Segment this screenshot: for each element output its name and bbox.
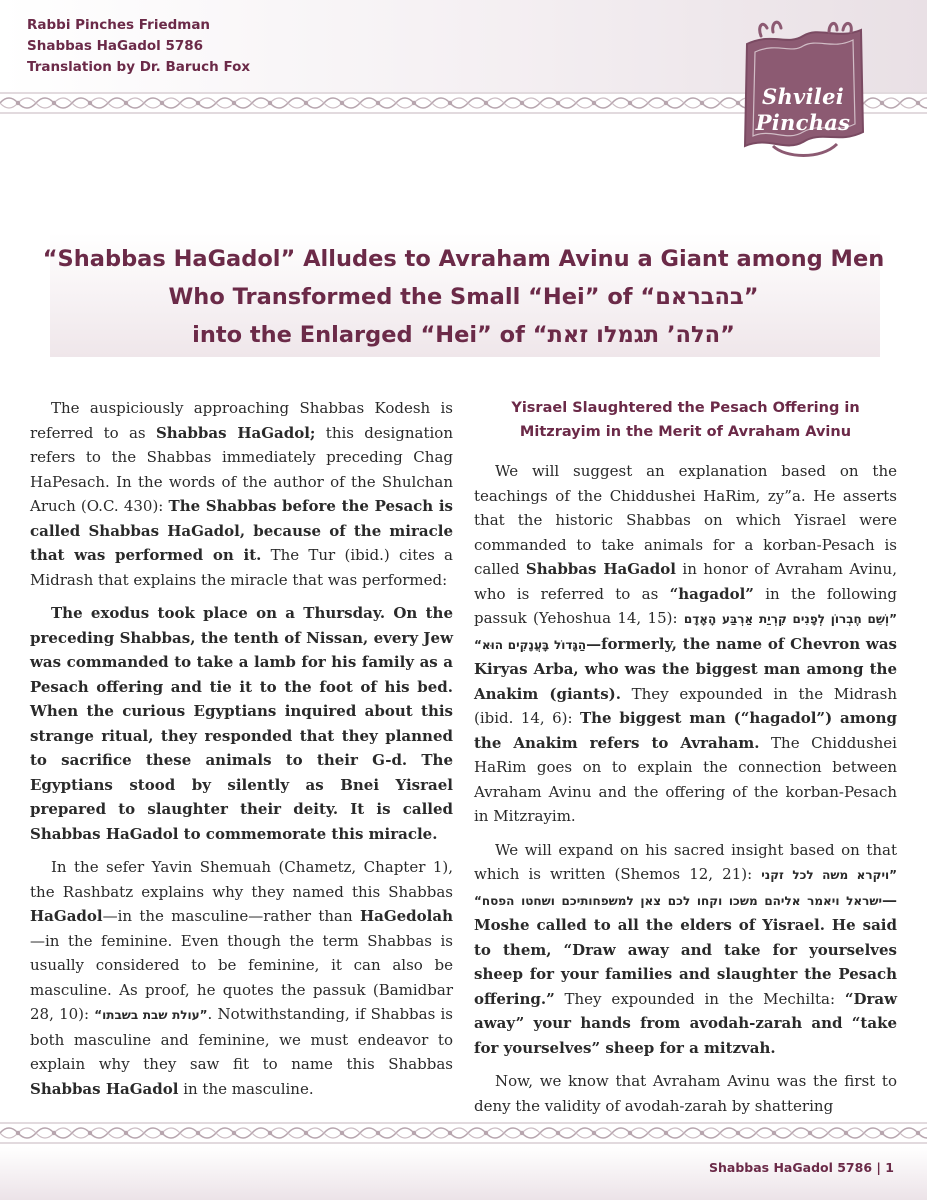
paragraph: The auspiciously approaching Shabbas Kodesh is referred to as Shabbas HaGadol; this designation refers to the Shabbas immediately preceding Chag HaPesach. In the words of the author of the Shulchan Aruch (O.C. 430): The Shabbas before the Pesach is called Shabbas HaGadol, because of the miracle that was performed on it. The Tur (ibid.) cites a Midrash that explains the miracle that was performed: <box>30 399 453 589</box>
article-title <box>40 240 887 354</box>
title-line-3 <box>40 316 887 354</box>
paragraph: We will expand on his sacred insight based on that which is written (Shemos 12, 21): ”ויקרא משה לכל זקני ישראל ויאמר אליהם משכו וקחו לכם צאן למשפחותיכם ושחטו הפסח“—Moshe called to all the elders of Yisrael. He said to them, “Draw away and take for yourselves sheep for your families and slaughter the Pesach offering.” They expounded in the Mechilta: “Draw away” your hands from avodah-zarah and “take for yourselves” sheep for a mitzvah. <box>474 840 898 1057</box>
title-line-2-text: Who Transformed the Small “Hei” of <box>168 284 641 310</box>
paragraph: In the sefer Yavin Shemuah (Chametz, Chapter 1), the Rashbatz explains why they named this Shabbas HaGadol—in the masculine—rather than HaGedolah—in the feminine. Even though the term Shabbas is usually considered to be feminine, it can also be masculine. As proof, he quotes the passuk (Bamidbar 28, 10): ”עולת שבת בשבתו“. Notwithstanding, if Shabbas is both masculine and feminine, we must endeavor to explain why they saw fit to name this Shabbas Shabbas HaGadol in the masculine. <box>30 858 453 1098</box>
bottom-ornament-border <box>0 1122 927 1144</box>
hebrew-quote: ”וְשֵׁם חֶבְרוֹן לְפָנִים קִרְיַת אַרְבַּע הָאָדָם הַגָּדוֹל בָּעֲנָקִים הוּא“ <box>474 612 897 652</box>
section-subheading: Yisrael Slaughtered the Pesach Offering in Mitzrayim in the Merit of Avraham Avinu <box>511 400 860 440</box>
right-column <box>474 396 897 1127</box>
logo-text <box>733 84 873 136</box>
midrash-quote: The exodus took place on a Thursday. On the preceding Shabbas, the tenth of Nissan, every Jew was commanded to take a lamb for his family as a Pesach offering and tie it to the foot of his bed. When the curious Egyptians inquired about this strange ritual, they responded that they planned to sacrifice these animals to their G-d. The Egyptians stood by silently as Bnei Yisrael prepared to slaughter their deity. It is called Shabbas HaGadol to commemorate this miracle. <box>30 604 453 843</box>
translator-credit: Translation by Dr. Baruch Fox <box>27 59 251 75</box>
paragraph: We will suggest an explanation based on the teachings of the Chiddushei HaRim, zy”a. He asserts that the historic Shabbas on which Yisrael were commanded to take animals for a korban-Pesach is called Shabbas HaGadol in honor of Avraham Avinu, who is referred to as “hagadol” in the following passuk (Yehoshua 14, 15): ”וְשֵׁם חֶבְרוֹן לְפָנִים קִרְיַת אַרְבַּע הָאָדָם הַגָּדוֹל בָּעֲנָקִים הוּא“—formerly, the name of Chevron was Kiryas Arba, who was the biggest man among the Anakim (giants). They expounded in the Midrash (ibid. 14, 6): The biggest man (“hagadol”) among the Anakim refers to Avraham. The Chiddushei HaRim goes on to explain the connection between Avraham Avinu and the offering of the korban-Pesach in Mitzrayim. <box>474 462 898 825</box>
paragraph: Now, we know that Avraham Avinu was the first to deny the validity of avodah-zarah by shattering <box>474 1072 897 1115</box>
left-column <box>30 396 453 1110</box>
logo-line-1: Shvilei <box>761 84 845 109</box>
title-line-3-text: into the Enlarged “Hei” of <box>192 322 533 348</box>
page-footer: Shabbas HaGadol 5786 | 1 <box>709 1160 894 1175</box>
author-name: Rabbi Pinches Friedman <box>27 17 211 33</box>
hebrew-quote: ”עולת שבת בשבתו“ <box>94 1008 208 1022</box>
hebrew-quote: ”ויקרא משה לכל זקני ישראל ויאמר אליהם משכו וקחו לכם צאן למשפחותיכם ושחטו הפסח“ <box>474 868 898 908</box>
title-line-3-hebrew: ”הלה’ תגמלו זאת“ <box>532 322 735 348</box>
title-line-2-hebrew: ”בהבראם“ <box>640 284 759 310</box>
edition-label: Shabbas HaGadol 5786 <box>27 38 204 54</box>
header-meta <box>27 15 250 78</box>
title-line-2 <box>40 278 887 316</box>
logo-line-2: Pinchas <box>755 110 851 135</box>
title-line-1: “Shabbas HaGadol” Alludes to Avraham Avinu a Giant among Men <box>42 246 885 272</box>
